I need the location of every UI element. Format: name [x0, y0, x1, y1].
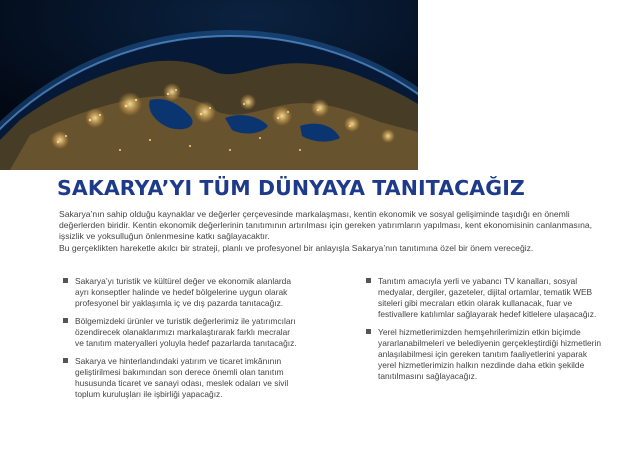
right-bullet-list — [366, 276, 606, 389]
square-bullet-icon — [63, 318, 68, 323]
square-bullet-icon — [366, 329, 371, 334]
page-title: SAKARYA’YI TÜM DÜNYAYA TANITACAĞIZ — [57, 176, 525, 200]
list-item-text: Sakarya’yı turistik ve kültürel değer ve ekonomik alanlarda ayrı konseptler halinde ve hedef bölgelerine uygun olarak profesyonel bir yaklaşımla iç ve dış pazarda tanıtacağız. — [75, 276, 291, 308]
earth-hero-image — [0, 0, 418, 170]
list-item — [366, 276, 606, 320]
list-item — [63, 316, 301, 349]
square-bullet-icon — [63, 278, 68, 283]
list-item — [63, 276, 301, 309]
earth-at-night-illustration — [0, 0, 418, 170]
list-item-text: Sakarya ve hinterlandındaki yatırım ve ticaret imkânının geliştirilmesi bakımından son derece önemli olan tanıtım hususunda ticaret ve sanayi odası, meslek odaları ve sivil toplum kuruluşları ile işbirliği yapacağız. — [75, 356, 289, 399]
list-item-text: Bölgemizdeki ürünler ve turistik değerlerimiz ile yatırımcıları özendirecek olanaklarımızı markalaştırarak farklı mecralar ve tanıtım materyalleri yoluyla hedef pazarlarda tanıtacağız. — [75, 316, 297, 348]
intro-paragraph: Bu gerçeklikten hareketle akılcı bir strateji, planlı ve profesyonel bir anlayışla Sakarya’nın tanıtımına özel bir önem vereceğiz. — [59, 243, 534, 253]
square-bullet-icon — [63, 358, 68, 363]
intro-text — [59, 209, 607, 255]
list-item — [63, 356, 301, 400]
intro-paragraph: Sakarya’nın sahip olduğu kaynaklar ve değerler çerçevesinde markalaşması, kentin ekonomik ve sosyal gelişiminde taşıdığı en önemli değerlerden biridir. Kentin ekonomik değerlerinin tanıtımının artırılması için gereken yatırımların yapılması, kent ekonomisinin canlanmasına, işsizlik ve yoksulluğun önlenmesine katkı sağlayacaktır. — [59, 209, 593, 241]
square-bullet-icon — [366, 278, 371, 283]
list-item — [366, 327, 606, 382]
list-item-text: Yerel hizmetlerimizden hemşehrilerimizin etkin biçimde yararlanabilmeleri ve belediyenin gerçekleştirdiği hizmetlerin anlaşılabilmesi için gereken tanıtım faaliyetlerini yaparak yerel hizmetlerimizin halkın nezdinde daha etkin şekilde tanıtılmasını sağlayacağız. — [378, 327, 601, 381]
list-item-text: Tanıtım amacıyla yerli ve yabancı TV kanalları, sosyal medyalar, dergiler, gazeteler, dijital ortamlar, tematik WEB siteleri gibi mecraları etkin olarak kullanacak, fuar ve festivallere katılımlar sağlayarak hedef kitlelere ulaşacağız. — [378, 276, 597, 319]
left-bullet-list — [63, 276, 301, 407]
